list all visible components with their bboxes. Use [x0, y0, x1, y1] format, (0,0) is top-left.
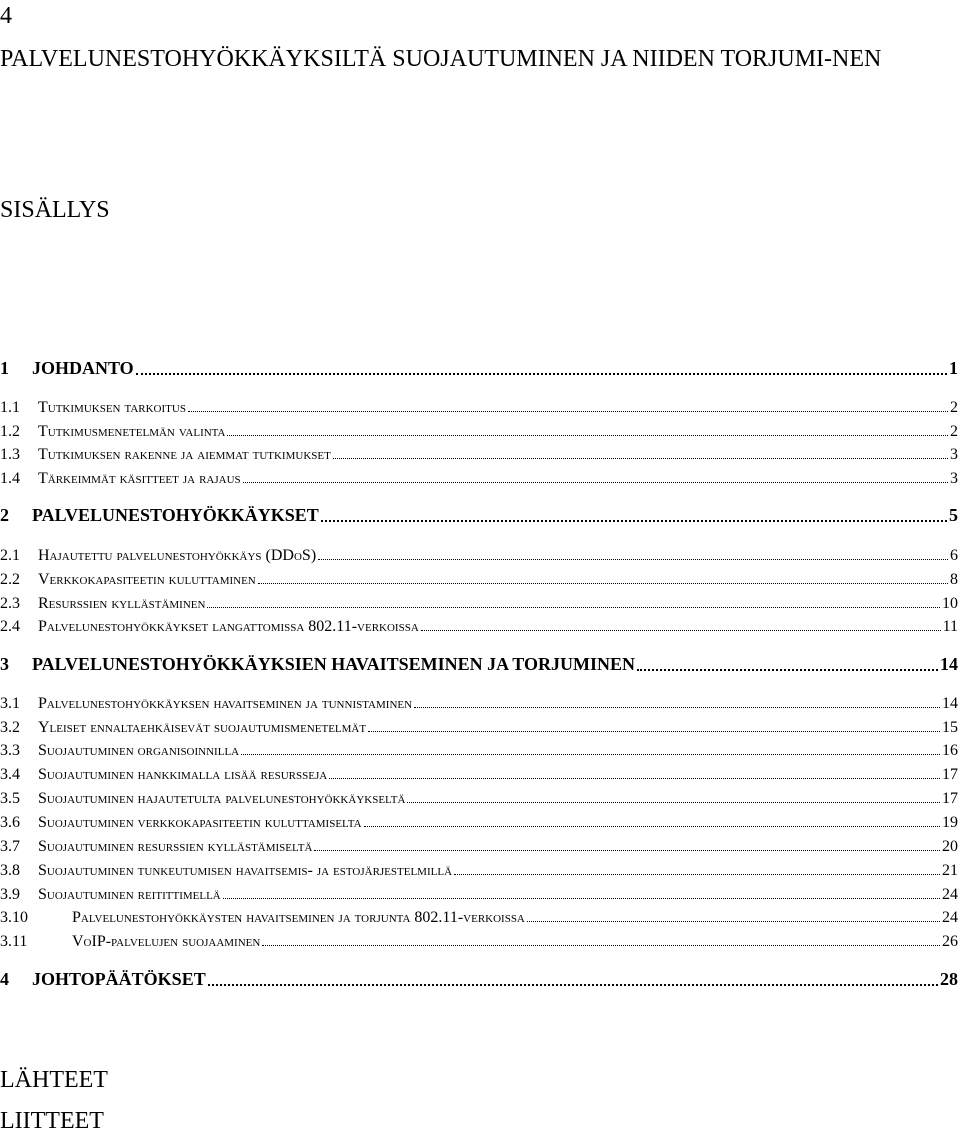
toc-dot-leader — [527, 920, 940, 922]
toc-entry-number: 3.9 — [0, 886, 20, 903]
toc-entry[interactable] — [0, 442, 960, 464]
toc-entry-number: 3.7 — [0, 838, 20, 855]
toc-entry-number: 2.1 — [0, 547, 20, 564]
toc-dot-leader — [258, 582, 948, 584]
toc-entry-page: 3 — [950, 470, 958, 487]
toc-entry[interactable] — [0, 762, 960, 784]
toc-entry-title: Suojautuminen tunkeutumisen havaitsemis- ja estojärjestelmillä — [38, 862, 453, 879]
toc-dot-leader — [368, 730, 940, 732]
toc-entry[interactable] — [0, 653, 960, 675]
toc-entry[interactable] — [0, 810, 960, 832]
toc-entry-number: 3.10 — [0, 909, 28, 926]
toc-dot-leader — [407, 801, 940, 803]
toc-entry-title: Palvelunestohyökkäysten havaitseminen ja torjunta 802.11-verkoissa — [72, 909, 525, 926]
toc-entry-page: 19 — [942, 814, 958, 831]
toc-entry-page: 26 — [942, 933, 958, 950]
toc-dot-leader — [207, 606, 940, 608]
toc-entry-number: 2.4 — [0, 618, 20, 635]
toc-entry-title: Suojautuminen hankkimalla lisää resursseja — [38, 766, 328, 783]
toc-entry-number: 3 — [0, 654, 9, 674]
toc-entry-title: Suojautuminen resurssien kyllästämiseltä — [38, 838, 313, 855]
toc-dot-leader — [637, 668, 938, 671]
toc-dot-leader — [208, 983, 938, 986]
toc-entry-number: 1.2 — [0, 423, 20, 440]
toc-entry-number: 2 — [0, 505, 9, 525]
toc-entry-title: Tärkeimmät käsitteet ja rajaus — [38, 470, 241, 487]
page-number: 4 — [0, 3, 12, 29]
toc-entry-number: 3.5 — [0, 790, 20, 807]
toc-entry-title: Hajautettu palvelunestohyökkäys (DDoS) — [38, 547, 317, 564]
toc-entry-page: 24 — [942, 886, 958, 903]
toc-entry[interactable] — [0, 504, 960, 526]
contents-heading: SISÄLLYS — [0, 197, 110, 223]
toc-entry-page: 10 — [942, 595, 958, 612]
toc-dot-leader — [333, 457, 948, 459]
toc-entry-page: 5 — [949, 505, 958, 525]
toc-dot-leader — [227, 434, 948, 436]
toc-entry[interactable] — [0, 858, 960, 880]
toc-entry-page: 8 — [950, 571, 958, 588]
toc-entry-page: 1 — [949, 358, 958, 378]
toc-entry-title: Tutkimuksen rakenne ja aiemmat tutkimukset — [38, 446, 331, 463]
toc-entry-page: 17 — [942, 790, 958, 807]
toc-entry[interactable] — [0, 466, 960, 488]
toc-entry-number: 1.3 — [0, 446, 20, 463]
toc-entry[interactable] — [0, 882, 960, 904]
toc-dot-leader — [318, 558, 948, 560]
toc-entry-title: Resurssien kyllästäminen — [38, 595, 206, 612]
toc-entry-title: JOHDANTO — [32, 358, 134, 378]
toc-entry[interactable] — [0, 834, 960, 856]
toc-entry-number: 3.8 — [0, 862, 20, 879]
toc-entry-page: 15 — [942, 719, 958, 736]
toc-dot-leader — [223, 897, 940, 899]
toc-entry[interactable] — [0, 738, 960, 760]
toc-entry-title: Verkkokapasiteetin kuluttaminen — [38, 571, 256, 588]
toc-entry-page: 6 — [950, 547, 958, 564]
toc-entry-number: 4 — [0, 969, 9, 989]
toc-entry-page: 2 — [950, 423, 958, 440]
toc-dot-leader — [241, 753, 940, 755]
toc-entry-title: Suojautuminen reitittimellä — [38, 886, 221, 903]
toc-entry[interactable] — [0, 543, 960, 565]
toc-dot-leader — [314, 849, 940, 851]
toc-entry-number: 3.11 — [0, 933, 28, 950]
toc-entry-page: 14 — [942, 695, 958, 712]
toc-entry-page: 11 — [942, 618, 958, 635]
toc-entry-number: 1.4 — [0, 470, 20, 487]
toc-entry[interactable] — [0, 591, 960, 613]
toc-entry[interactable] — [0, 614, 960, 636]
toc-entry-page: 28 — [940, 969, 958, 989]
toc-entry-title: Yleiset ennaltaehkäisevät suojautumismenetelmät — [38, 719, 367, 736]
toc-entry-number: 3.1 — [0, 695, 20, 712]
references-heading: LÄHTEET — [0, 1067, 108, 1093]
toc-dot-leader — [262, 944, 940, 946]
toc-entry-title: PALVELUNESTOHYÖKKÄYKSET — [32, 505, 319, 525]
toc-entry[interactable] — [0, 786, 960, 808]
toc-entry-page: 17 — [942, 766, 958, 783]
toc-entry-number: 3.6 — [0, 814, 20, 831]
toc-entry-page: 20 — [942, 838, 958, 855]
toc-entry-number: 2.3 — [0, 595, 20, 612]
toc-entry-page: 24 — [942, 909, 958, 926]
toc-dot-leader — [243, 481, 948, 483]
toc-entry-page: 2 — [950, 399, 958, 416]
toc-dot-leader — [364, 825, 940, 827]
toc-entry[interactable] — [0, 715, 960, 737]
toc-entry-number: 3.2 — [0, 719, 20, 736]
toc-entry-number: 1 — [0, 358, 9, 378]
appendices-heading: LIITTEET — [0, 1108, 104, 1134]
toc-entry-title: Palvelunestohyökkäyksen havaitseminen ja tunnistaminen — [38, 695, 413, 712]
toc-entry[interactable] — [0, 968, 960, 990]
toc-dot-leader — [421, 629, 941, 631]
toc-dot-leader — [329, 777, 940, 779]
toc-entry-title: Palvelunestohyökkäykset langattomissa 802.11-verkoissa — [38, 618, 419, 635]
toc-entry[interactable] — [0, 929, 960, 951]
toc-entry-title: Tutkimusmenetelmän valinta — [38, 423, 226, 440]
toc-entry-title: Suojautuminen verkkokapasiteetin kuluttamiselta — [38, 814, 362, 831]
toc-entry-number: 3.3 — [0, 742, 20, 759]
toc-entry-page: 16 — [942, 742, 958, 759]
toc-entry-number: 3.4 — [0, 766, 20, 783]
toc-dot-leader — [414, 706, 940, 708]
toc-entry-title: Tutkimuksen tarkoitus — [38, 399, 186, 416]
toc-entry[interactable] — [0, 357, 960, 379]
toc-dot-leader — [321, 519, 947, 522]
toc-entry-title: JOHTOPÄÄTÖKSET — [32, 969, 206, 989]
toc-entry[interactable] — [0, 905, 960, 927]
toc-entry[interactable] — [0, 567, 960, 589]
toc-dot-leader — [136, 372, 947, 375]
toc-entry-number: 2.2 — [0, 571, 20, 588]
document-title: PALVELUNESTOHYÖKKÄYKSILTÄ SUOJAUTUMINEN JA NIIDEN TORJUMI-NEN — [0, 46, 882, 72]
toc-entry[interactable] — [0, 395, 960, 417]
toc-entry-page: 21 — [942, 862, 958, 879]
toc-entry-page: 14 — [940, 654, 958, 674]
toc-entry-page: 3 — [950, 446, 958, 463]
toc-dot-leader — [188, 410, 948, 412]
toc-dot-leader — [454, 873, 940, 875]
toc-entry-title: PALVELUNESTOHYÖKKÄYKSIEN HAVAITSEMINEN JA TORJUMINEN — [32, 654, 635, 674]
toc-entry-title: Suojautuminen organisoinnilla — [38, 742, 240, 759]
toc-entry-title: Suojautuminen hajautetulta palvelunestohyökkäykseltä — [38, 790, 406, 807]
toc-entry-title: VoIP-palvelujen suojaaminen — [72, 933, 261, 950]
toc-entry-number: 1.1 — [0, 399, 20, 416]
toc-entry[interactable] — [0, 419, 960, 441]
toc-entry[interactable] — [0, 691, 960, 713]
